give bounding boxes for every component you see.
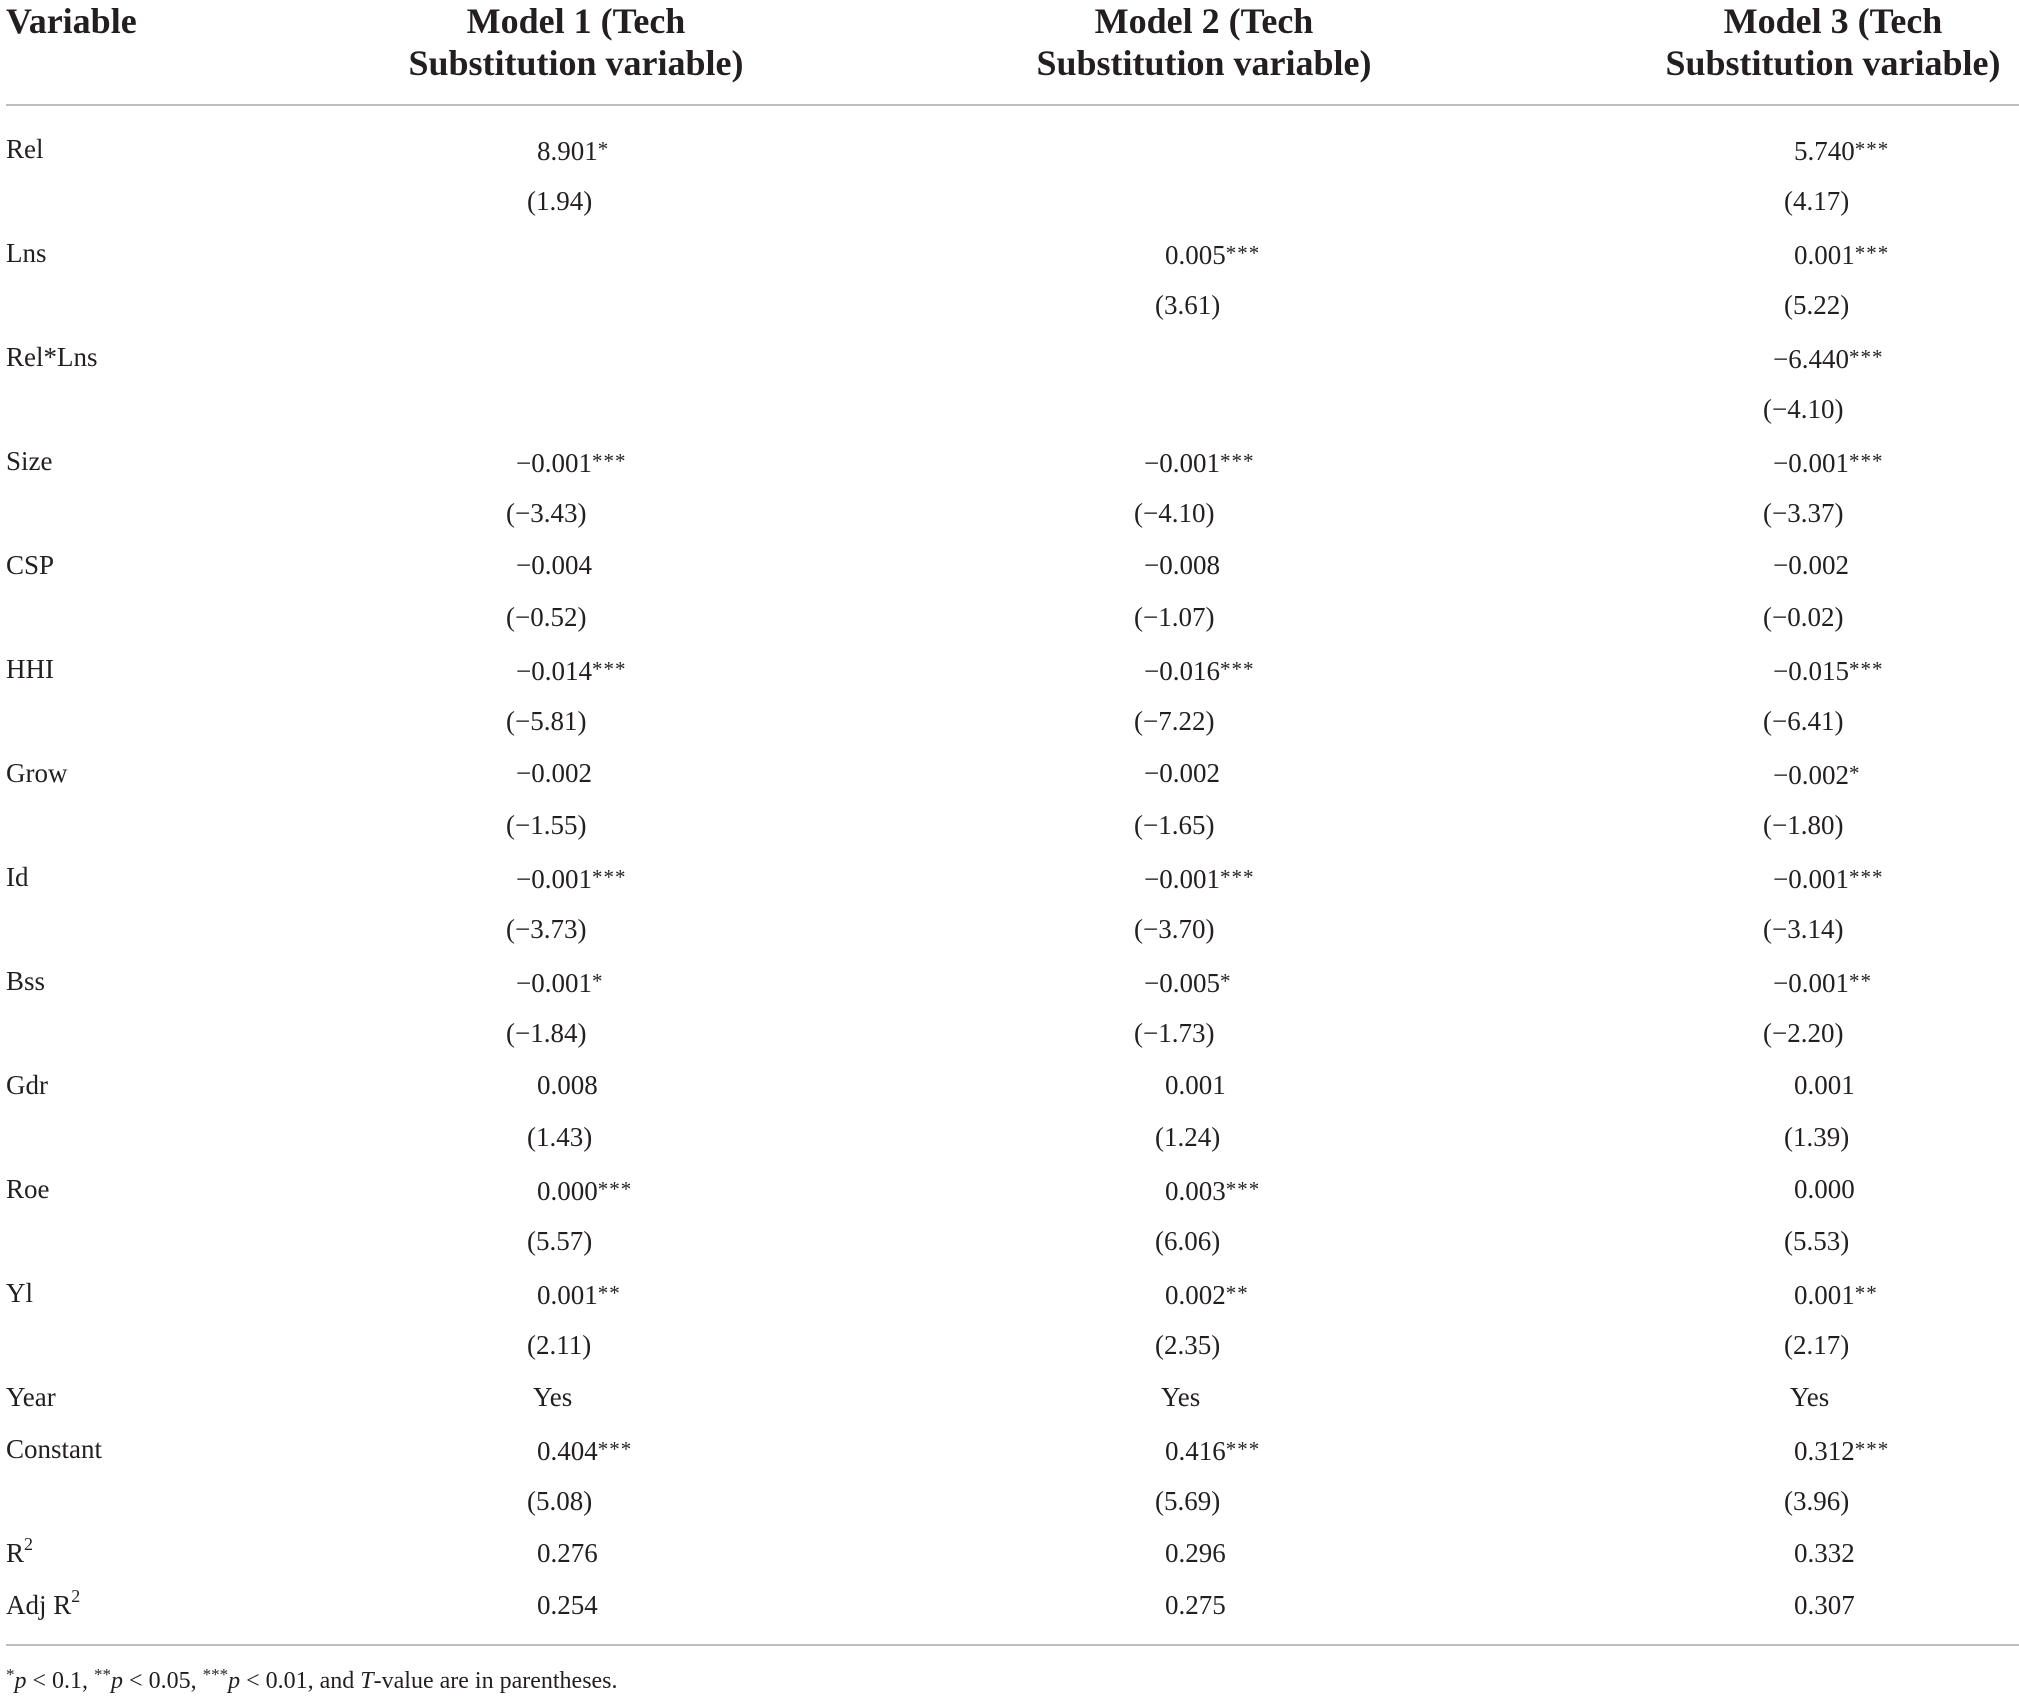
- coef-cell: [516, 755, 592, 791]
- coef-cell-value: 0.404: [537, 1436, 598, 1466]
- r2-superscript: 2: [24, 1534, 34, 1554]
- t-value-cell: (5.08): [527, 1486, 593, 1516]
- coef-cell: [516, 443, 626, 481]
- stat-cell: 0.276: [537, 1538, 598, 1568]
- coef-cell-value: −0.001: [1773, 968, 1849, 998]
- t-value-cell: (5.57): [527, 1226, 593, 1256]
- coef-cell-significance: ***: [1848, 865, 1884, 889]
- coef-cell: [1794, 1067, 1855, 1103]
- header-variable: Variable: [6, 1, 137, 41]
- t-value-cell: (−1.65): [1134, 810, 1215, 840]
- coef-cell: [516, 547, 592, 583]
- coef-cell-significance: ***: [591, 449, 627, 473]
- coef-cell: [1794, 1275, 1878, 1313]
- header-model-1-line2: Substitution variable): [408, 43, 744, 83]
- coef-cell-significance: ***: [1848, 449, 1884, 473]
- coef-cell: [1794, 1431, 1889, 1469]
- row-label-csp: CSP: [6, 550, 55, 580]
- t-value-cell: (−3.70): [1134, 914, 1215, 944]
- t-value-cell: (1.39): [1784, 1122, 1850, 1152]
- row-label-adjr2: [6, 1587, 80, 1623]
- t-value-cell: (1.43): [527, 1122, 593, 1152]
- coef-cell-value: −0.002: [1144, 758, 1220, 788]
- coef-cell-value: 0.000: [537, 1176, 598, 1206]
- coef-cell: [537, 1275, 621, 1313]
- coef-cell-value: 0.001: [1794, 1280, 1855, 1310]
- coef-cell-value: −0.004: [516, 550, 592, 580]
- t-value-cell: (−4.10): [1763, 394, 1844, 424]
- t-value-cell: (−1.80): [1763, 810, 1844, 840]
- coef-cell-value: −0.014: [516, 656, 592, 686]
- coef-cell-value: −0.002: [1773, 550, 1849, 580]
- coef-cell-value: 0.001: [1794, 1070, 1855, 1100]
- coef-cell-significance: ***: [597, 1437, 633, 1461]
- row-label-lns: Lns: [6, 238, 47, 268]
- coef-cell-value: 0.005: [1165, 240, 1226, 270]
- coef-cell-significance: **: [1854, 1281, 1878, 1305]
- coef-cell-significance: **: [1225, 1281, 1249, 1305]
- row-label-grow: Grow: [6, 758, 68, 788]
- coef-cell-significance: ***: [1219, 657, 1255, 681]
- coef-cell-significance: ***: [1225, 1177, 1261, 1201]
- coef-cell-value: 0.001: [1794, 240, 1855, 270]
- coef-cell-significance: **: [597, 1281, 621, 1305]
- header-model-3-line2: Substitution variable): [1665, 43, 2001, 83]
- t-value-cell: (3.61): [1155, 290, 1221, 320]
- coef-cell: [537, 1067, 598, 1103]
- coef-cell: [516, 859, 626, 897]
- row-label-rel-x-lns: Rel*Lns: [6, 342, 98, 372]
- coef-cell-value: 0.416: [1165, 1436, 1226, 1466]
- t-value-cell: (5.69): [1155, 1486, 1221, 1516]
- adjr2-label-text: Adj R: [6, 1590, 72, 1620]
- t-value-cell: (−1.73): [1134, 1018, 1215, 1048]
- header-model-2-line1: Model 2 (Tech: [1094, 1, 1314, 41]
- coef-cell-value: 5.740: [1794, 136, 1855, 166]
- coef-cell-significance: ***: [1219, 449, 1255, 473]
- coef-cell: [1773, 651, 1883, 689]
- header-model-1-line1: Model 1 (Tech: [466, 1, 686, 41]
- coef-cell: [1144, 443, 1254, 481]
- coef-cell: [1165, 1275, 1249, 1313]
- coef-cell: [1144, 859, 1254, 897]
- t-value-cell: (5.22): [1784, 290, 1850, 320]
- coef-cell-significance: *: [1848, 761, 1861, 785]
- coef-cell-value: −0.001: [1144, 864, 1220, 894]
- coef-cell-significance: **: [1848, 969, 1872, 993]
- stat-cell: 0.254: [537, 1590, 598, 1620]
- coef-cell-significance: ***: [597, 1177, 633, 1201]
- coef-cell-value: 0.008: [537, 1070, 598, 1100]
- t-value-cell: (6.06): [1155, 1226, 1221, 1256]
- coef-cell-value: −0.005: [1144, 968, 1220, 998]
- t-value-cell: (−5.81): [506, 706, 587, 736]
- coef-cell-significance: ***: [1848, 657, 1884, 681]
- row-label-size: Size: [6, 446, 53, 476]
- coef-cell: [1165, 235, 1260, 273]
- coef-cell-value: −6.440: [1773, 344, 1849, 374]
- row-label-id: Id: [6, 862, 29, 892]
- t-value-cell: (−1.07): [1134, 602, 1215, 632]
- coef-cell-value: −0.001: [1144, 448, 1220, 478]
- coef-cell-significance: ***: [591, 865, 627, 889]
- coef-cell-significance: ***: [1225, 241, 1261, 265]
- header-model-3-line1: Model 3 (Tech: [1723, 1, 1943, 41]
- table-footnote: *p < 0.1, **p < 0.05, ***p < 0.01, and T-value are in parentheses.: [6, 1665, 618, 1694]
- row-label-yl: Yl: [6, 1278, 33, 1308]
- coef-cell-significance: ***: [1848, 345, 1884, 369]
- coef-cell-value: 0.001: [1165, 1070, 1226, 1100]
- coef-cell-value: −0.002: [1773, 760, 1849, 790]
- t-value-cell: (−6.41): [1763, 706, 1844, 736]
- coef-cell-value: 0.312: [1794, 1436, 1855, 1466]
- t-value-cell: (2.11): [527, 1330, 592, 1360]
- t-value-cell: (2.17): [1784, 1330, 1850, 1360]
- year-cell: Yes: [1790, 1382, 1830, 1412]
- coef-cell-significance: ***: [1219, 865, 1255, 889]
- coef-cell: [1773, 443, 1883, 481]
- t-value-cell: (1.94): [527, 186, 593, 216]
- t-value-cell: (−1.55): [506, 810, 587, 840]
- t-value-cell: (−4.10): [1134, 498, 1215, 528]
- header-model-3: [1573, 0, 2019, 104]
- coef-cell-value: −0.001: [516, 864, 592, 894]
- row-label-year: Year: [6, 1382, 56, 1412]
- t-value-cell: (−3.37): [1763, 498, 1844, 528]
- coef-cell-value: 0.003: [1165, 1176, 1226, 1206]
- coef-cell-significance: ***: [1225, 1437, 1261, 1461]
- coef-cell: [1165, 1431, 1260, 1469]
- row-label-gdr: Gdr: [6, 1070, 48, 1100]
- row-label-constant: Constant: [6, 1434, 103, 1464]
- coef-cell-significance: ***: [1854, 137, 1890, 161]
- t-value-cell: (2.35): [1155, 1330, 1221, 1360]
- coef-cell-significance: ***: [591, 657, 627, 681]
- header-model-2-line2: Substitution variable): [1036, 43, 1372, 83]
- coef-cell-value: −0.002: [516, 758, 592, 788]
- coef-cell: [1773, 859, 1883, 897]
- t-value-cell: (3.96): [1784, 1486, 1850, 1516]
- coef-cell-value: 0.001: [537, 1280, 598, 1310]
- coef-cell: [516, 963, 603, 1001]
- coef-cell-value: −0.001: [516, 968, 592, 998]
- coef-cell: [1144, 547, 1220, 583]
- coef-cell: [1794, 1171, 1855, 1207]
- t-value-cell: (−3.43): [506, 498, 587, 528]
- year-cell: Yes: [1161, 1382, 1201, 1412]
- header-rule: [6, 104, 2019, 106]
- stat-cell: 0.275: [1165, 1590, 1226, 1620]
- coef-cell: [537, 1171, 632, 1209]
- stat-cell: 0.332: [1794, 1538, 1855, 1568]
- coef-cell: [537, 131, 609, 169]
- t-value-cell: (−3.73): [506, 914, 587, 944]
- coef-cell: [1144, 755, 1220, 791]
- coef-cell: [1773, 339, 1883, 377]
- t-value-cell: (4.17): [1784, 186, 1850, 216]
- header-model-1: [316, 0, 836, 104]
- coef-cell: [537, 1431, 632, 1469]
- t-value-cell: (−2.20): [1763, 1018, 1844, 1048]
- coef-cell-value: 0.002: [1165, 1280, 1226, 1310]
- coef-cell-significance: ***: [1854, 241, 1890, 265]
- t-value-cell: (−0.52): [506, 602, 587, 632]
- t-value-cell: (−7.22): [1134, 706, 1215, 736]
- coef-cell-value: −0.008: [1144, 550, 1220, 580]
- coef-cell-value: −0.001: [516, 448, 592, 478]
- coef-cell-value: 8.901: [537, 136, 598, 166]
- row-label-r2: [6, 1535, 33, 1571]
- row-label-bss: Bss: [6, 966, 46, 996]
- t-value-cell: (−1.84): [506, 1018, 587, 1048]
- row-label-roe: Roe: [6, 1174, 50, 1204]
- row-label-hhi: HHI: [6, 654, 54, 684]
- t-value-cell: (−3.14): [1763, 914, 1844, 944]
- coef-cell: [1794, 235, 1889, 273]
- coef-cell: [1144, 651, 1254, 689]
- t-value-cell: (5.53): [1784, 1226, 1850, 1256]
- footer-rule: [6, 1644, 2019, 1646]
- adjr2-superscript: 2: [71, 1586, 81, 1606]
- coef-cell-value: −0.001: [1773, 864, 1849, 894]
- coef-cell-value: −0.016: [1144, 656, 1220, 686]
- coef-cell: [1144, 963, 1231, 1001]
- coef-cell: [1165, 1171, 1260, 1209]
- stat-cell: 0.296: [1165, 1538, 1226, 1568]
- coef-cell: [1165, 1067, 1226, 1103]
- coef-cell-value: −0.001: [1773, 448, 1849, 478]
- coef-cell: [516, 651, 626, 689]
- t-value-cell: (−0.02): [1763, 602, 1844, 632]
- row-label-rel: Rel: [6, 134, 44, 164]
- coef-cell-value: −0.015: [1773, 656, 1849, 686]
- coef-cell-significance: *: [1219, 969, 1232, 993]
- r2-label-text: R: [6, 1538, 25, 1568]
- coef-cell: [1773, 963, 1872, 1001]
- coef-cell: [1794, 131, 1889, 169]
- year-cell: Yes: [533, 1382, 573, 1412]
- coef-cell: [1773, 755, 1860, 793]
- coef-cell-value: 0.000: [1794, 1174, 1855, 1204]
- stat-cell: 0.307: [1794, 1590, 1855, 1620]
- t-value-cell: (1.24): [1155, 1122, 1221, 1152]
- header-model-2: [944, 0, 1464, 104]
- coef-cell: [1773, 547, 1849, 583]
- coef-cell-significance: *: [597, 137, 610, 161]
- coef-cell-significance: ***: [1854, 1437, 1890, 1461]
- coef-cell-significance: *: [591, 969, 604, 993]
